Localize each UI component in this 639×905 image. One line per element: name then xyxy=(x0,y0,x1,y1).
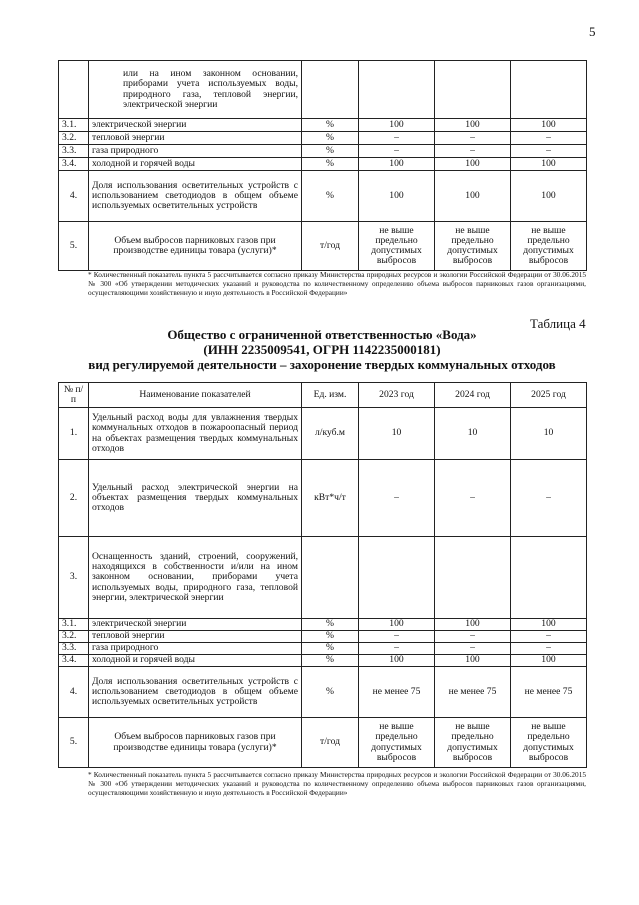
table-row: 3.1. электрической энергии % 100 100 100 xyxy=(59,119,587,132)
table-row: 3.4. холодной и горячей воды % 100 100 100 xyxy=(59,655,587,667)
table-row: 4. Доля использования осветительных устройств с использованием светодиодов в общем объеме используемых осветительных устройств % не менее 75 не менее 75 не менее 75 xyxy=(59,667,587,718)
activity-title: вид регулируемой деятельности – захоронение твердых коммунальных отходов xyxy=(88,357,556,372)
table-row: 3.2. тепловой энергии % – – – xyxy=(59,132,587,145)
header-num: № п/п xyxy=(59,383,89,408)
table-row xyxy=(59,61,587,119)
table-row: 5. Объем выбросов парниковых газов при производстве единицы товара (услуги)* т/год не выше предельно допустимых выбросов не выше предельно допустимых выбросов не выше предельно допустимых выбросов xyxy=(59,718,587,768)
page-number: 5 xyxy=(589,24,596,39)
header-2025: 2025 год xyxy=(511,383,587,408)
org-title: Общество с ограниченной ответственностью «Вода» xyxy=(167,327,477,342)
row-name: или на ином законном основании, приборами учета используемых воды, природного газа, тепловой энергии, электрической энергии xyxy=(89,61,302,119)
table-label: Таблица 4 xyxy=(530,316,586,331)
indicators-table xyxy=(58,382,587,768)
header-2023: 2023 год xyxy=(359,383,435,408)
footnote: * Количественный показатель пункта 5 рассчитывается согласно приказу Министерства природных ресурсов и экологии Российской Федерации от 30.06.2015 № 300 «Об утверждении методических указаний и руководства по количественному определению объема выбросов парниковых газов организациями, осуществляющими хозяйственную и иную деятельность в Российской Федерации» xyxy=(88,270,586,297)
header-2024: 2024 год xyxy=(435,383,511,408)
table-row: 3.3. газа природного % – – – xyxy=(59,145,587,158)
table-row: 3.4. холодной и горячей воды % 100 100 100 xyxy=(59,158,587,171)
header-name: Наименование показателей xyxy=(89,383,302,408)
table-row: 3.2. тепловой энергии % – – – xyxy=(59,631,587,643)
table-row: 3. Оснащенность зданий, строений, сооружений, находящихся в собственности и/или на ином законном основании, приборами учета используемых воды, природного газа, тепловой энергии, электрической энергии xyxy=(59,537,587,619)
table-row: 1. Удельный расход воды для увлажнения твердых коммунальных отходов в пожароопасный период на объектах размещения твердых коммунальных отходов л/куб.м 10 10 10 xyxy=(59,408,587,460)
table-row: 3.1. электрической энергии % 100 100 100 xyxy=(59,619,587,631)
table-row: 4. Доля использования осветительных устройств с использованием светодиодов в общем объеме используемых осветительных устройств % 100 100 100 xyxy=(59,171,587,222)
table-header-row xyxy=(59,383,587,408)
table-row: 3.3. газа природного % – – – xyxy=(59,643,587,655)
footnote: * Количественный показатель пункта 5 рассчитывается согласно приказу Министерства природных ресурсов и экологии Российской Федерации от 30.06.2015 № 300 «Об утверждении методических указаний и руководства по количественному определению объема выбросов парниковых газов организациями, осуществляющими хозяйственную и иную деятельность в Российской Федерации» xyxy=(88,770,586,797)
table-row: 2. Удельный расход электрической энергии на объектах размещения твердых коммунальных отходов кВт*ч/т – – – xyxy=(59,460,587,537)
indicators-table-continued xyxy=(58,60,587,271)
table-row: 5. Объем выбросов парниковых газов при производстве единицы товара (услуги)* т/год не выше предельно допустимых выбросов не выше предельно допустимых выбросов не выше предельно допустимых выбросов xyxy=(59,222,587,271)
org-ids: (ИНН 2235009541, ОГРН 1142235000181) xyxy=(203,342,441,357)
header-unit: Ед. изм. xyxy=(302,383,359,408)
